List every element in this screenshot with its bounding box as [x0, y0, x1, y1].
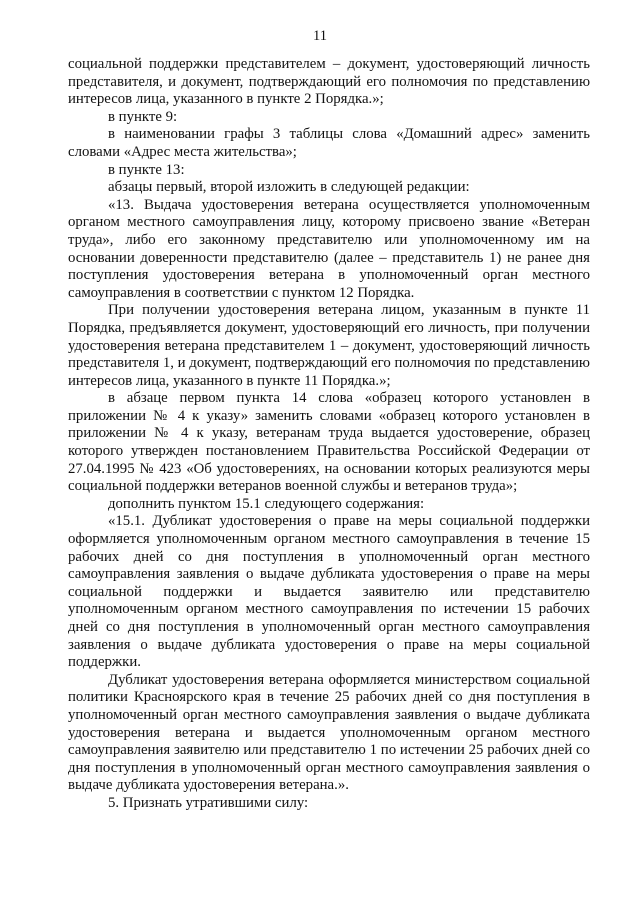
page-number: 11: [313, 28, 327, 44]
paragraph-5: абзацы первый, второй изложить в следующей редакции:: [108, 179, 470, 196]
paragraph-8: в абзаце первом пункта 14 слова «образец которого установлен в приложении № 4 к указу» заменить словами «образец которого установлен в приложении № 4 к указу, ветеранам труда выдается удостоверение, образец которого утвержден постановлением Правительства Российской Федерации от 27.04.1995 № 423 «Об удостоверениях, на основании которых реализуются меры социальной поддержки ветеранов военной службы и ветеранов труда»;: [68, 390, 590, 495]
paragraph-3: в наименовании графы 3 таблицы слова «Домашний адрес» заменить словами «Адрес места жительства»;: [68, 126, 590, 160]
paragraph-4: в пункте 13:: [108, 161, 185, 178]
paragraph-2: в пункте 9:: [108, 108, 178, 125]
paragraph-1: социальной поддержки представителем – документ, удостоверяющий личность представителя, и документ, подтверждающий его полномочия по представлению интересов лица, указанного в пункте 2 Порядка.»;: [68, 56, 590, 108]
paragraph-10: «15.1. Дубликат удостоверения о праве на меры социальной поддержки оформляется уполномоченным органом местного самоуправления в течение 15 рабочих дней со дня поступления в уполномоченный орган местного самоуправления заявления о выдаче дубликата удостоверения о праве на меры социальной поддержки и выдается заявителю или представителю уполномоченным органом местного самоуправления по истечении 15 рабочих дней со дня поступления в уполномоченный орган местного самоуправления заявления о выдаче дубликата удостоверения о праве на меры социальной поддержки.: [68, 513, 590, 671]
document-body: [68, 56, 590, 813]
paragraph-6: «13. Выдача удостоверения ветерана осуществляется уполномоченным органом местного самоуправления лицу, которому присвоено звание «Ветеран труда», либо его законному представителю или уполномоченному им на основании доверенности представителю (далее – представитель 1) не ранее дня поступления удостоверения ветерана в уполномоченный орган местного самоуправления в соответствии с пунктом 12 Порядка.: [68, 196, 590, 301]
paragraph-11: Дубликат удостоверения ветерана оформляется министерством социальной политики Красноярского края в течение 25 рабочих дней со дня поступления в уполномоченный орган местного самоуправления заявления о выдаче дубликата удостоверения ветерана и выдается уполномоченным органом местного самоуправления заявителю или представителю 1 по истечении 25 рабочих дней со дня поступления в уполномоченный орган местного самоуправления заявления о выдаче дубликата удостоверения ветерана.».: [68, 671, 590, 794]
paragraph-7: При получении удостоверения ветерана лицом, указанным в пункте 11 Порядка, предъявляется документ, удостоверяющий его личность, при получении удостоверения ветерана представителем 1 – документ, удостоверяющий личность представителя 1, и документ, подтверждающий его полномочия по представлению интересов лица, указанного в пункте 11 Порядка.»;: [68, 302, 590, 389]
paragraph-12: 5. Признать утратившими силу:: [108, 794, 309, 811]
paragraph-9: дополнить пунктом 15.1 следующего содержания:: [108, 495, 425, 512]
